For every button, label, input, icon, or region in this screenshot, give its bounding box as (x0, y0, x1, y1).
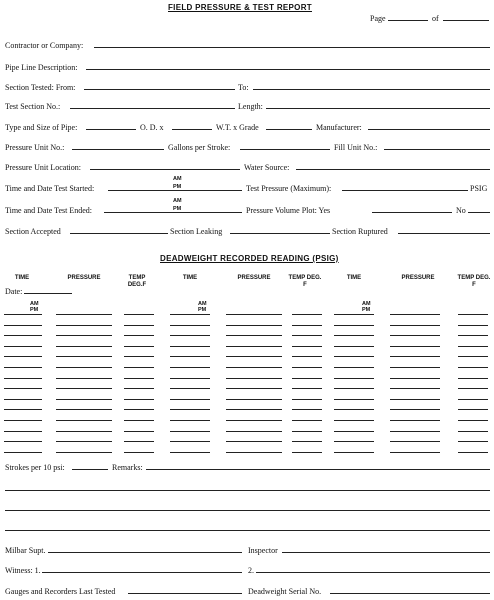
reading-cell[interactable] (292, 388, 322, 389)
date-label: Date: (5, 287, 23, 296)
row-am-label-1: AM (30, 301, 39, 307)
of-label: of (432, 14, 439, 23)
page-number-field[interactable] (388, 20, 428, 21)
reading-cell[interactable] (334, 399, 374, 400)
inspector-label: Inspector (248, 546, 278, 555)
reading-cell[interactable] (170, 356, 210, 357)
reading-cell[interactable] (334, 335, 374, 336)
remarks-field-1[interactable] (146, 469, 490, 470)
reading-cell[interactable] (390, 399, 440, 400)
reading-cell[interactable] (390, 314, 440, 315)
section-ruptured-label: Section Ruptured (332, 227, 388, 236)
reading-cell[interactable] (124, 356, 154, 357)
reading-cell[interactable] (390, 346, 440, 347)
reading-cell[interactable] (226, 452, 282, 453)
witness-2-field[interactable] (256, 572, 490, 573)
reading-cell[interactable] (124, 335, 154, 336)
started-am-label: AM (173, 176, 182, 182)
row-am-label-2: AM (198, 301, 207, 307)
reading-cell[interactable] (292, 452, 322, 453)
reading-cell[interactable] (170, 314, 210, 315)
reading-cell[interactable] (124, 431, 154, 432)
reading-cell[interactable] (4, 431, 42, 432)
time-date-started-label: Time and Date Test Started: (5, 184, 95, 193)
time-date-ended-label: Time and Date Test Ended: (5, 206, 92, 215)
pressure-unit-location-label: Pressure Unit Location: (5, 163, 81, 172)
reading-cell[interactable] (124, 314, 154, 315)
reading-cell[interactable] (170, 346, 210, 347)
reading-cell[interactable] (390, 388, 440, 389)
section-to-field[interactable] (253, 89, 490, 90)
reading-cell[interactable] (390, 325, 440, 326)
fill-unit-no-label: Fill Unit No.: (334, 143, 378, 152)
reading-cell[interactable] (170, 399, 210, 400)
gauges-field[interactable] (128, 593, 242, 594)
remarks-field-2[interactable] (5, 490, 490, 491)
remarks-label: Remarks: (112, 463, 143, 472)
reading-cell[interactable] (124, 409, 154, 410)
test-pressure-max-field[interactable] (342, 190, 468, 191)
page-total-field[interactable] (443, 20, 489, 21)
reading-cell[interactable] (124, 452, 154, 453)
type-size-field[interactable] (86, 129, 136, 130)
pressure-unit-no-label: Pressure Unit No.: (5, 143, 65, 152)
reading-cell[interactable] (334, 346, 374, 347)
reading-cell[interactable] (390, 441, 440, 442)
reading-cell[interactable] (124, 441, 154, 442)
started-pm-label: PM (173, 184, 182, 190)
reading-cell[interactable] (226, 367, 282, 368)
col-header-pressure-2: PRESSURE (237, 275, 271, 281)
reading-cell[interactable] (226, 335, 282, 336)
col-header-time-3: TIME (346, 275, 362, 281)
od-field[interactable] (172, 129, 212, 130)
reading-cell[interactable] (4, 314, 42, 315)
reading-cell[interactable] (226, 409, 282, 410)
reading-cell[interactable] (390, 420, 440, 421)
reading-cell[interactable] (390, 356, 440, 357)
manufacturer-label: Manufacturer: (316, 123, 362, 132)
reading-cell[interactable] (4, 399, 42, 400)
contractor-field[interactable] (94, 47, 490, 48)
section-accepted-label: Section Accepted (5, 227, 61, 236)
reading-cell[interactable] (56, 378, 112, 379)
remarks-field-4[interactable] (5, 530, 490, 531)
col-header-pressure-1: PRESSURE (67, 275, 101, 281)
reading-cell[interactable] (292, 399, 322, 400)
time-date-started-field[interactable] (108, 190, 242, 191)
gallons-per-stroke-field[interactable] (240, 149, 330, 150)
reading-cell[interactable] (390, 431, 440, 432)
reading-cell[interactable] (170, 431, 210, 432)
pipeline-description-label: Pipe Line Description: (5, 63, 78, 72)
reading-cell[interactable] (4, 335, 42, 336)
reading-cell[interactable] (170, 378, 210, 379)
section-from-field[interactable] (84, 89, 235, 90)
pressure-unit-location-field[interactable] (90, 169, 240, 170)
col-header-temp-1: TEMP DEG.F (127, 275, 147, 288)
reading-cell[interactable] (226, 441, 282, 442)
date-field[interactable] (24, 293, 72, 294)
od-label: O. D. x (140, 123, 164, 132)
reading-cell[interactable] (56, 452, 112, 453)
reading-cell[interactable] (56, 388, 112, 389)
reading-cell[interactable] (458, 431, 488, 432)
reading-cell[interactable] (292, 367, 322, 368)
deadweight-serial-label: Deadweight Serial No. (248, 587, 322, 596)
reading-cell[interactable] (124, 420, 154, 421)
wt-grade-label: W.T. x Grade (216, 123, 259, 132)
reading-cell[interactable] (334, 378, 374, 379)
witness-2-label: 2. (248, 566, 254, 575)
reading-cell[interactable] (334, 452, 374, 453)
reading-cell[interactable] (4, 388, 42, 389)
reading-cell[interactable] (334, 409, 374, 410)
reading-cell[interactable] (4, 409, 42, 410)
reading-cell[interactable] (124, 378, 154, 379)
manufacturer-field[interactable] (368, 129, 490, 130)
reading-cell[interactable] (292, 378, 322, 379)
length-field[interactable] (266, 108, 490, 109)
reading-cell[interactable] (124, 367, 154, 368)
reading-cell[interactable] (334, 356, 374, 357)
milbar-field[interactable] (48, 552, 242, 553)
reading-cell[interactable] (458, 409, 488, 410)
reading-cell[interactable] (56, 346, 112, 347)
reading-cell[interactable] (124, 399, 154, 400)
reading-cell[interactable] (458, 388, 488, 389)
plot-no-label: No (456, 206, 466, 215)
reading-cell[interactable] (226, 314, 282, 315)
pressure-unit-no-field[interactable] (72, 149, 164, 150)
reading-cell[interactable] (458, 441, 488, 442)
reading-cell[interactable] (56, 409, 112, 410)
test-pressure-max-label: Test Pressure (Maximum): (246, 184, 332, 193)
fill-unit-no-field[interactable] (384, 149, 490, 150)
test-section-no-field[interactable] (70, 108, 235, 109)
reading-cell[interactable] (56, 367, 112, 368)
reading-cell[interactable] (390, 452, 440, 453)
section-to-label: To: (238, 83, 249, 92)
section-from-label: Section Tested: From: (5, 83, 76, 92)
reading-cell[interactable] (292, 314, 322, 315)
gallons-per-stroke-label: Gallons per Stroke: (168, 143, 231, 152)
page-label: Page (370, 14, 386, 23)
psig-label: PSIG (470, 184, 488, 193)
reading-cell[interactable] (390, 409, 440, 410)
reading-cell[interactable] (226, 431, 282, 432)
reading-cell[interactable] (56, 420, 112, 421)
reading-cell[interactable] (292, 431, 322, 432)
reading-cell[interactable] (4, 452, 42, 453)
reading-cell[interactable] (292, 325, 322, 326)
reading-cell[interactable] (170, 441, 210, 442)
plot-no-field[interactable] (468, 212, 490, 213)
reading-cell[interactable] (334, 388, 374, 389)
wt-grade-field[interactable] (266, 129, 312, 130)
pipeline-description-field[interactable] (86, 69, 490, 70)
milbar-label: Milbar Supt. (5, 546, 46, 555)
reading-cell[interactable] (56, 335, 112, 336)
reading-cell[interactable] (226, 388, 282, 389)
reading-cell[interactable] (56, 441, 112, 442)
reading-cell[interactable] (124, 388, 154, 389)
reading-cell[interactable] (4, 356, 42, 357)
reading-cell[interactable] (124, 325, 154, 326)
col-header-pressure-3: PRESSURE (401, 275, 435, 281)
reading-cell[interactable] (458, 378, 488, 379)
water-source-field[interactable] (296, 169, 490, 170)
row-pm-label-1: PM (30, 307, 39, 313)
inspector-field[interactable] (282, 552, 490, 553)
reading-cell[interactable] (226, 325, 282, 326)
reading-cell[interactable] (170, 335, 210, 336)
col-header-temp-3: TEMP DEG. F (457, 275, 491, 288)
reading-cell[interactable] (390, 367, 440, 368)
test-section-no-label: Test Section No.: (5, 102, 61, 111)
reading-cell[interactable] (334, 420, 374, 421)
reading-cell[interactable] (292, 356, 322, 357)
witness-1-field[interactable] (42, 572, 242, 573)
reading-cell[interactable] (170, 452, 210, 453)
reading-cell[interactable] (170, 325, 210, 326)
reading-cell[interactable] (56, 399, 112, 400)
reading-cell[interactable] (390, 378, 440, 379)
reading-cell[interactable] (56, 314, 112, 315)
gauges-label: Gauges and Recorders Last Tested (5, 587, 116, 596)
length-label: Length: (238, 102, 263, 111)
reading-cell[interactable] (458, 420, 488, 421)
reading-cell[interactable] (458, 356, 488, 357)
strokes-label: Strokes per 10 psi: (5, 463, 65, 472)
remarks-field-3[interactable] (5, 510, 490, 511)
witness-1-label: Witness: 1. (5, 566, 41, 575)
reading-cell[interactable] (226, 356, 282, 357)
ended-am-label: AM (173, 198, 182, 204)
reading-cell[interactable] (292, 335, 322, 336)
reading-cell[interactable] (334, 325, 374, 326)
section-leaking-field[interactable] (230, 233, 330, 234)
reading-cell[interactable] (390, 335, 440, 336)
ended-pm-label: PM (173, 206, 182, 212)
section-ruptured-field[interactable] (398, 233, 490, 234)
col-header-temp-2: TEMP DEG. F (288, 275, 322, 288)
col-header-time-2: TIME (182, 275, 198, 281)
row-am-label-3: AM (362, 301, 371, 307)
reading-cell[interactable] (226, 346, 282, 347)
reading-cell[interactable] (170, 367, 210, 368)
reading-cell[interactable] (170, 409, 210, 410)
reading-cell[interactable] (170, 420, 210, 421)
row-pm-label-2: PM (198, 307, 207, 313)
reading-cell[interactable] (170, 388, 210, 389)
plot-yes-field[interactable] (372, 212, 452, 213)
reading-cell[interactable] (56, 325, 112, 326)
reading-cell[interactable] (124, 346, 154, 347)
reading-cell[interactable] (292, 420, 322, 421)
reading-cell[interactable] (226, 420, 282, 421)
contractor-label: Contractor or Company: (5, 41, 84, 50)
reading-cell[interactable] (292, 346, 322, 347)
reading-cell[interactable] (4, 367, 42, 368)
type-size-label: Type and Size of Pipe: (5, 123, 78, 132)
reading-cell[interactable] (4, 420, 42, 421)
reading-cell[interactable] (458, 367, 488, 368)
reading-cell[interactable] (4, 346, 42, 347)
row-pm-label-3: PM (362, 307, 371, 313)
water-source-label: Water Source: (244, 163, 290, 172)
section-leaking-label: Section Leaking (170, 227, 223, 236)
deadweight-serial-field[interactable] (330, 593, 490, 594)
deadweight-title: DEADWEIGHT RECORDED READING (PSIG) (160, 254, 339, 263)
reading-cell[interactable] (458, 452, 488, 453)
reading-cell[interactable] (334, 314, 374, 315)
reading-cell[interactable] (458, 335, 488, 336)
pressure-volume-plot-label: Pressure Volume Plot: Yes (246, 206, 331, 215)
page-title: FIELD PRESSURE & TEST REPORT (168, 3, 312, 12)
reading-cell[interactable] (56, 356, 112, 357)
reading-cell[interactable] (56, 431, 112, 432)
reading-cell[interactable] (334, 441, 374, 442)
reading-cell[interactable] (4, 325, 42, 326)
reading-cell[interactable] (458, 314, 488, 315)
reading-cell[interactable] (458, 325, 488, 326)
section-accepted-field[interactable] (70, 233, 168, 234)
reading-cell[interactable] (334, 367, 374, 368)
reading-cell[interactable] (4, 378, 42, 379)
reading-cell[interactable] (226, 399, 282, 400)
reading-cell[interactable] (334, 431, 374, 432)
reading-cell[interactable] (292, 441, 322, 442)
reading-cell[interactable] (458, 399, 488, 400)
reading-cell[interactable] (458, 346, 488, 347)
reading-cell[interactable] (226, 378, 282, 379)
strokes-field[interactable] (72, 469, 108, 470)
reading-cell[interactable] (4, 441, 42, 442)
reading-cell[interactable] (292, 409, 322, 410)
time-date-ended-field[interactable] (104, 212, 242, 213)
col-header-time-1: TIME (14, 275, 30, 281)
